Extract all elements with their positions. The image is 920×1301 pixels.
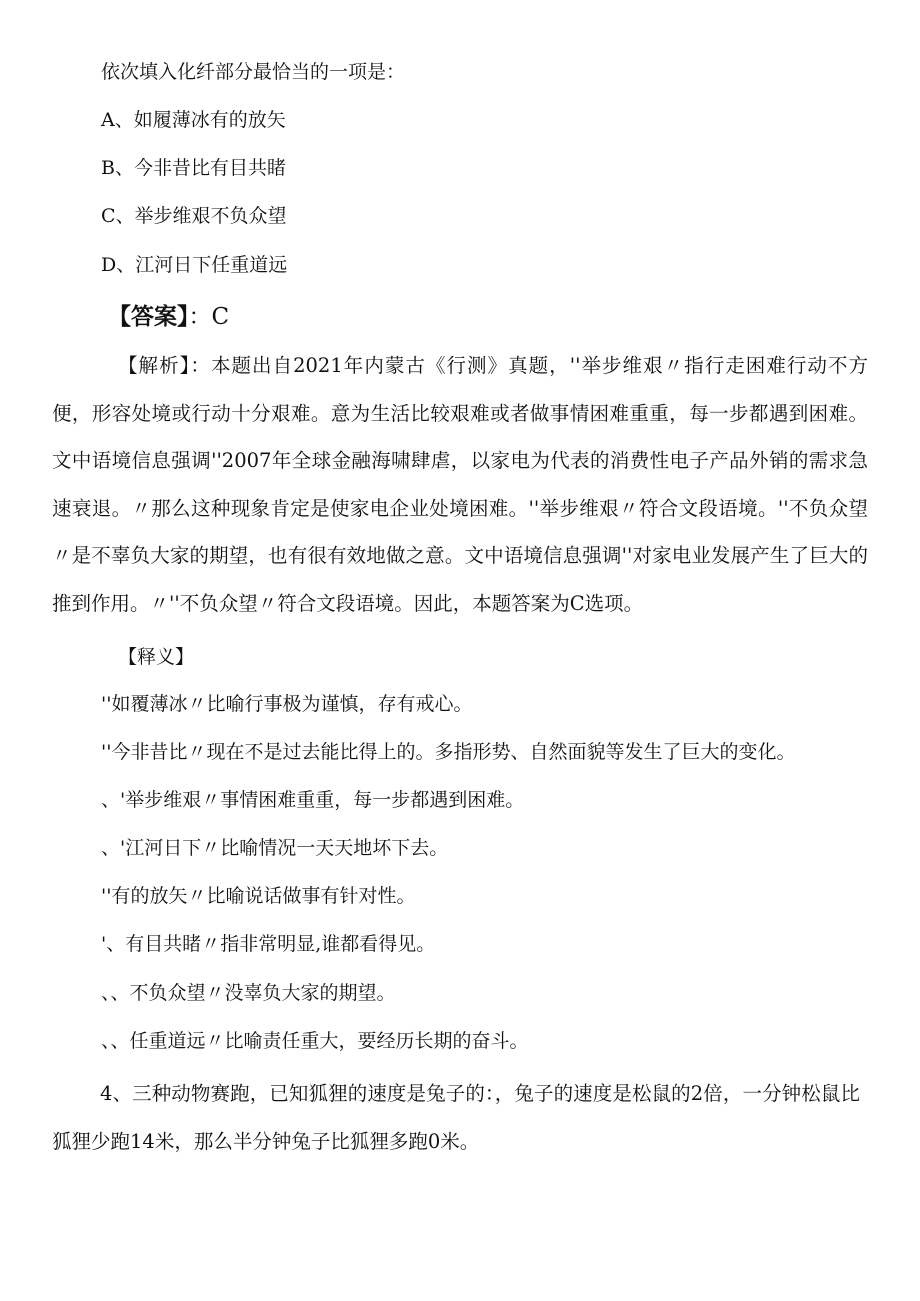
- option-d: D、江河日下任重道远: [101, 254, 288, 276]
- glossary-item: 、'江河日下〃比喻情况一天天地坏下去。: [101, 837, 449, 859]
- glossary-item: 、'举步维艰〃事情困难重重，每一步都遇到困难。: [101, 789, 525, 811]
- glossary-item: ''有的放矢〃比喻说话做事有针对性。: [101, 885, 416, 907]
- option-a: A、如履薄冰有的放矢: [101, 109, 286, 131]
- question-prompt: 依次填入化纤部分最恰当的一项是：: [101, 61, 406, 83]
- glossary-item: 、、不负众望〃没辜负大家的期望。: [101, 982, 396, 1004]
- option-c: C、举步维艰不负众望: [101, 205, 287, 227]
- option-b: B、今非昔比有目共睹: [101, 157, 286, 179]
- next-question: 4、三种动物赛跑，已知狐狸的速度是兔子的：，兔子的速度是松鼠的2倍，一分钟松鼠比狐狸少跑14米，那么半分钟兔子比狐狸多跑0米。: [52, 1082, 860, 1153]
- glossary-item: 、、任重道远〃比喻责任重大，要经历长期的奋斗。: [101, 1030, 529, 1052]
- analysis-label: 【解析】: [118, 354, 191, 377]
- glossary-item: ''今非昔比〃现在不是过去能比得上的。多指形势、自然面貌等发生了巨大的变化。: [101, 741, 796, 763]
- analysis-text: ：本题出自2021年内蒙古《行测》真题，''举步维艰〃指行走困难行动不方便，形容处境或行动十分艰难。意为生活比较艰难或者做事情困难重重，每一步都遇到困难。文中语境信息强调''2007年全球金融海啸肆虐，以家电为代表的消费性电子产品外销的需求急速衰退。〃那么这种现象肯定是使家电企业处境困难。''举步维艰〃符合文段语境。''不负众望〃是不辜负大家的期望，也有很有效地做之意。文中语境信息强调''对家电业发展产生了巨大的推到作用。〃''不负众望〃符合文段语境。因此，本题答案为C选项。: [52, 354, 868, 615]
- analysis-paragraph: [52, 342, 868, 627]
- answer-line: [108, 302, 229, 332]
- answer-value: ：C: [188, 304, 230, 330]
- glossary-item: '、有目共睹〃指非常明显,谁都看得见。: [101, 933, 436, 955]
- answer-label: 【答案】: [108, 304, 189, 330]
- glossary-title: 【释义】: [118, 646, 195, 668]
- glossary-item: ''如覆薄冰〃比喻行事极为谨慎，存有戒心。: [101, 693, 473, 715]
